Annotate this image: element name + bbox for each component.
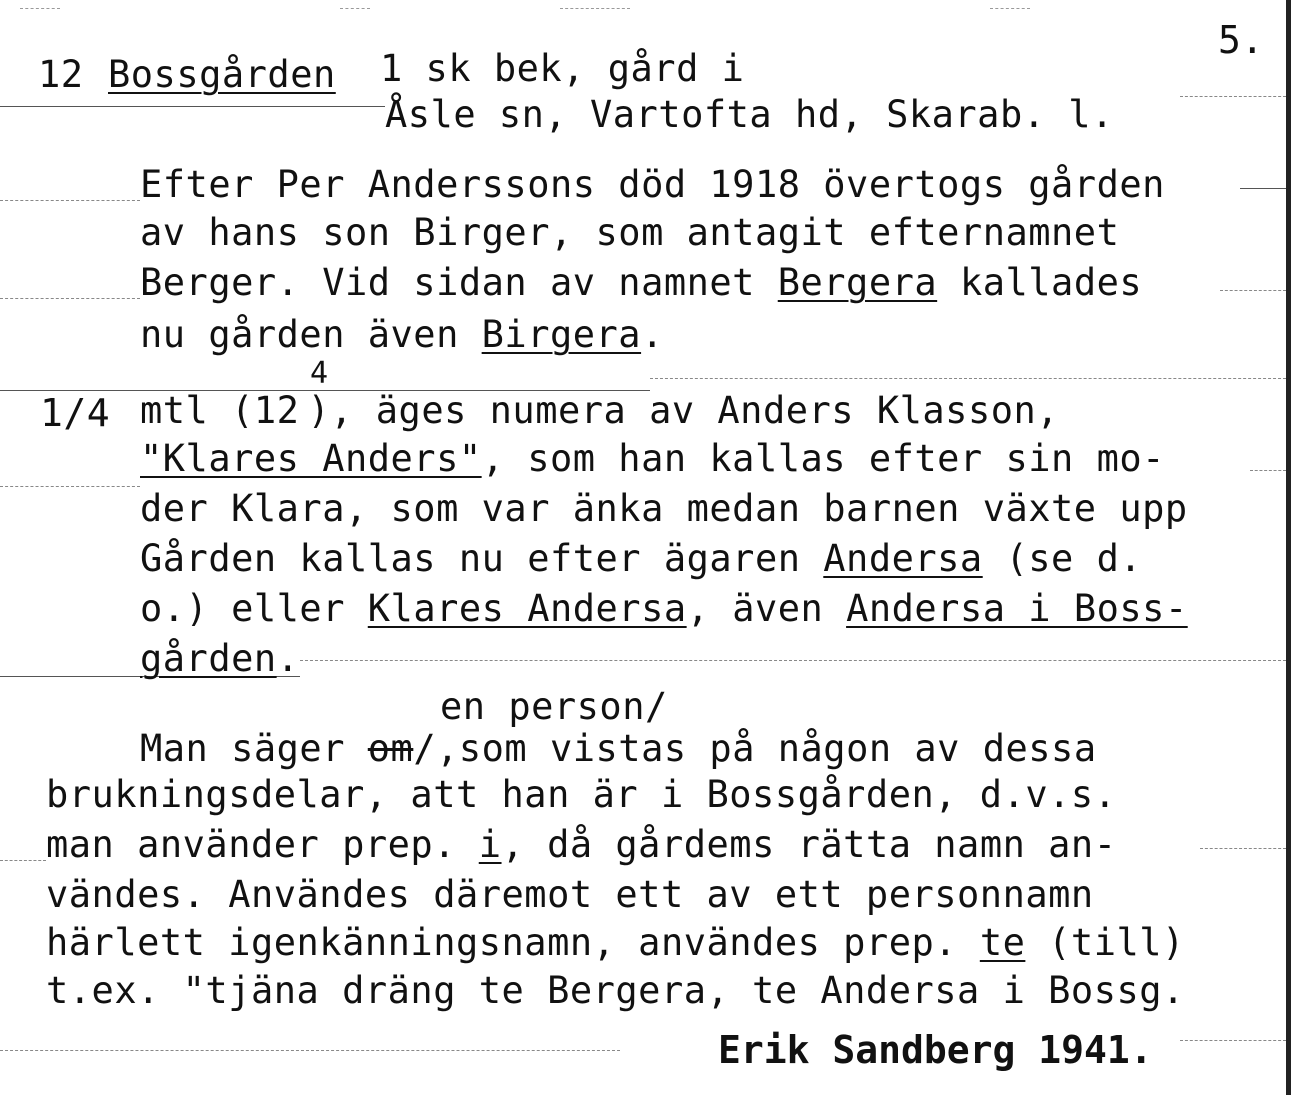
heading-description: 1 sk bek, gård i (380, 47, 745, 90)
page-number: 5. (1218, 18, 1264, 62)
superscript: 4 (310, 356, 329, 391)
fraction-label: 1/4 (40, 391, 111, 435)
para1-line3: Berger. Vid sidan av namnet Bergera kallades (140, 261, 1143, 304)
card-edge (1286, 0, 1291, 1095)
para2-line1: mtl (12 ), äges numera av Anders Klasson, (140, 389, 1060, 432)
prep-i: i (478, 823, 502, 866)
rule (300, 660, 1286, 661)
top-mark (340, 8, 370, 10)
para1-line4: nu gården även Birgera. (140, 313, 664, 356)
rule (1220, 290, 1286, 291)
rule (0, 1050, 620, 1051)
para2-line3: der Klara, som var änka medan barnen växte upp (140, 487, 1188, 530)
top-mark (20, 8, 60, 10)
rule (0, 860, 46, 861)
para2-line5: o.) eller Klares Andersa, även Andersa i Boss- (140, 587, 1188, 630)
rule (1180, 1040, 1286, 1041)
prep-te: te (979, 921, 1026, 964)
para1-line1: Efter Per Anderssons död 1918 övertogs gården (140, 163, 1165, 206)
para3-line3: man använder prep. i, då gårdems rätta namn an- (46, 823, 1117, 866)
name-klares-andersa: Klares Andersa (367, 587, 687, 630)
para3-line6: t.ex. "tjäna dräng te Bergera, te Andersa i Bossg. (46, 969, 1185, 1012)
name-klares-anders: "Klares Anders" (140, 437, 482, 480)
para2-line6: gården. (140, 637, 300, 680)
rule (1250, 470, 1286, 471)
name-gaarden: gården (140, 637, 277, 680)
signature: Erik Sandberg 1941. (718, 1028, 1153, 1072)
rule (1240, 188, 1286, 189)
rule (0, 106, 385, 107)
headword: Bossgården (108, 53, 336, 96)
para2-line2: "Klares Anders", som han kallas efter sin mo- (140, 437, 1165, 480)
rule (650, 378, 1286, 379)
name-andersa-i-boss: Andersa i Boss- (846, 587, 1188, 630)
rule (1200, 848, 1286, 849)
rule (0, 298, 140, 299)
para1-line2: av hans son Birger, som antagit efternamnet (140, 211, 1120, 254)
para3-line5: härlett igenkänningsnamn, användes prep. te (till) (46, 921, 1185, 964)
location-line: Åsle sn, Vartofta hd, Skarab. l. (385, 93, 1114, 136)
name-bergera: Bergera (777, 261, 938, 304)
name-andersa: Andersa (823, 537, 983, 580)
handwritten-insertion: en person/ (440, 685, 668, 728)
rule (1180, 96, 1286, 97)
top-mark (990, 8, 1030, 10)
para2-line4: Gården kallas nu efter ägaren Andersa (se d. (140, 537, 1143, 580)
para3-line2: brukningsdelar, att han är i Bossgården, d.v.s. (46, 773, 1117, 816)
para3-line4: vändes. Användes däremot ett av ett personnamn (46, 873, 1094, 916)
entry-number: 12 (38, 53, 84, 96)
rule (0, 486, 140, 487)
name-birgera: Birgera (481, 313, 642, 356)
top-mark (560, 8, 630, 10)
rule (0, 200, 140, 201)
para3-line1: Man säger om/,som vistas på någon av dessa (140, 727, 1097, 770)
struck-word: om (367, 727, 414, 770)
